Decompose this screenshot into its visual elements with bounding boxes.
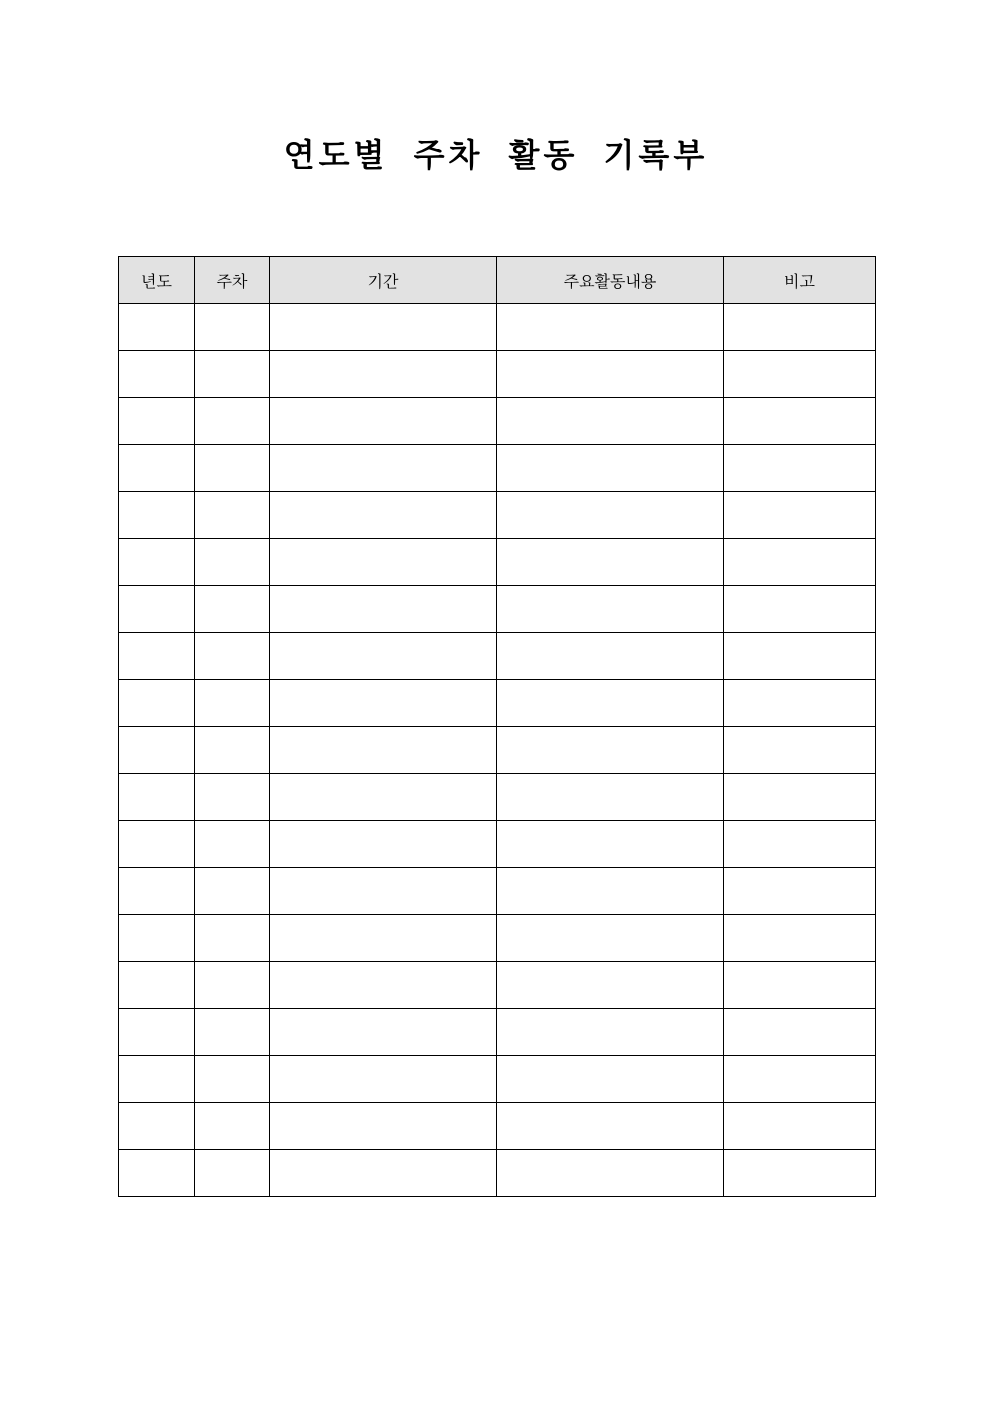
week-cell[interactable]	[195, 539, 270, 586]
main-activity-cell[interactable]	[497, 680, 724, 727]
table-row	[119, 304, 876, 351]
year-cell[interactable]	[119, 351, 195, 398]
column-header-main-activity: 주요활동내용	[497, 257, 724, 304]
table-row	[119, 445, 876, 492]
remarks-cell[interactable]	[724, 398, 876, 445]
period-cell[interactable]	[270, 492, 497, 539]
table-row	[119, 1009, 876, 1056]
table-row	[119, 351, 876, 398]
main-activity-cell[interactable]	[497, 633, 724, 680]
table-row	[119, 1056, 876, 1103]
remarks-cell[interactable]	[724, 351, 876, 398]
week-cell[interactable]	[195, 1103, 270, 1150]
period-cell[interactable]	[270, 539, 497, 586]
week-cell[interactable]	[195, 915, 270, 962]
remarks-cell[interactable]	[724, 915, 876, 962]
remarks-cell[interactable]	[724, 727, 876, 774]
week-cell[interactable]	[195, 398, 270, 445]
year-cell[interactable]	[119, 727, 195, 774]
main-activity-cell[interactable]	[497, 727, 724, 774]
period-cell[interactable]	[270, 1103, 497, 1150]
column-header-period: 기간	[270, 257, 497, 304]
remarks-cell[interactable]	[724, 1103, 876, 1150]
week-cell[interactable]	[195, 680, 270, 727]
week-cell[interactable]	[195, 1056, 270, 1103]
main-activity-cell[interactable]	[497, 539, 724, 586]
remarks-cell[interactable]	[724, 586, 876, 633]
main-activity-cell[interactable]	[497, 398, 724, 445]
table-body	[119, 304, 876, 1197]
year-cell[interactable]	[119, 633, 195, 680]
period-cell[interactable]	[270, 774, 497, 821]
period-cell[interactable]	[270, 586, 497, 633]
year-cell[interactable]	[119, 1009, 195, 1056]
remarks-cell[interactable]	[724, 1056, 876, 1103]
week-cell[interactable]	[195, 962, 270, 1009]
document-title: 연도별 주차 활동 기록부	[283, 136, 709, 174]
week-cell[interactable]	[195, 821, 270, 868]
period-cell[interactable]	[270, 351, 497, 398]
week-cell[interactable]	[195, 868, 270, 915]
main-activity-cell[interactable]	[497, 492, 724, 539]
week-cell[interactable]	[195, 351, 270, 398]
week-cell[interactable]	[195, 633, 270, 680]
table-row	[119, 727, 876, 774]
week-cell[interactable]	[195, 1009, 270, 1056]
remarks-cell[interactable]	[724, 774, 876, 821]
column-header-year: 년도	[119, 257, 195, 304]
year-cell[interactable]	[119, 539, 195, 586]
table-row	[119, 868, 876, 915]
period-cell[interactable]	[270, 1056, 497, 1103]
remarks-cell[interactable]	[724, 962, 876, 1009]
main-activity-cell[interactable]	[497, 586, 724, 633]
year-cell[interactable]	[119, 1103, 195, 1150]
week-cell[interactable]	[195, 492, 270, 539]
main-activity-cell[interactable]	[497, 915, 724, 962]
year-cell[interactable]	[119, 1056, 195, 1103]
week-cell[interactable]	[195, 304, 270, 351]
period-cell[interactable]	[270, 962, 497, 1009]
period-cell[interactable]	[270, 821, 497, 868]
year-cell[interactable]	[119, 492, 195, 539]
table-row	[119, 774, 876, 821]
week-cell[interactable]	[195, 727, 270, 774]
main-activity-cell[interactable]	[497, 821, 724, 868]
week-cell[interactable]	[195, 774, 270, 821]
table-row	[119, 962, 876, 1009]
main-activity-cell[interactable]	[497, 304, 724, 351]
main-activity-cell[interactable]	[497, 1056, 724, 1103]
table-row	[119, 633, 876, 680]
table-row	[119, 1103, 876, 1150]
table-row	[119, 586, 876, 633]
remarks-cell[interactable]	[724, 1009, 876, 1056]
main-activity-cell[interactable]	[497, 1009, 724, 1056]
period-cell[interactable]	[270, 1150, 497, 1197]
year-cell[interactable]	[119, 1150, 195, 1197]
year-cell[interactable]	[119, 962, 195, 1009]
year-cell[interactable]	[119, 868, 195, 915]
main-activity-cell[interactable]	[497, 868, 724, 915]
main-activity-cell[interactable]	[497, 1150, 724, 1197]
week-cell[interactable]	[195, 1150, 270, 1197]
column-header-remarks: 비고	[724, 257, 876, 304]
period-cell[interactable]	[270, 915, 497, 962]
year-cell[interactable]	[119, 445, 195, 492]
period-cell[interactable]	[270, 680, 497, 727]
year-cell[interactable]	[119, 304, 195, 351]
year-cell[interactable]	[119, 821, 195, 868]
year-cell[interactable]	[119, 398, 195, 445]
table-row	[119, 539, 876, 586]
main-activity-cell[interactable]	[497, 445, 724, 492]
year-cell[interactable]	[119, 774, 195, 821]
period-cell[interactable]	[270, 445, 497, 492]
remarks-cell[interactable]	[724, 492, 876, 539]
remarks-cell[interactable]	[724, 633, 876, 680]
remarks-cell[interactable]	[724, 821, 876, 868]
table-row	[119, 492, 876, 539]
remarks-cell[interactable]	[724, 680, 876, 727]
remarks-cell[interactable]	[724, 539, 876, 586]
period-cell[interactable]	[270, 398, 497, 445]
remarks-cell[interactable]	[724, 445, 876, 492]
main-activity-cell[interactable]	[497, 1103, 724, 1150]
week-cell[interactable]	[195, 586, 270, 633]
period-cell[interactable]	[270, 633, 497, 680]
column-header-week: 주차	[195, 257, 270, 304]
remarks-cell[interactable]	[724, 304, 876, 351]
table-row	[119, 398, 876, 445]
period-cell[interactable]	[270, 1009, 497, 1056]
table-row	[119, 821, 876, 868]
main-activity-cell[interactable]	[497, 351, 724, 398]
table-header-row	[119, 257, 876, 304]
period-cell[interactable]	[270, 868, 497, 915]
table-row	[119, 1150, 876, 1197]
remarks-cell[interactable]	[724, 1150, 876, 1197]
year-cell[interactable]	[119, 586, 195, 633]
table-row	[119, 680, 876, 727]
table-row	[119, 915, 876, 962]
period-cell[interactable]	[270, 727, 497, 774]
year-cell[interactable]	[119, 680, 195, 727]
week-cell[interactable]	[195, 445, 270, 492]
main-activity-cell[interactable]	[497, 774, 724, 821]
remarks-cell[interactable]	[724, 868, 876, 915]
year-cell[interactable]	[119, 915, 195, 962]
main-activity-cell[interactable]	[497, 962, 724, 1009]
period-cell[interactable]	[270, 304, 497, 351]
activity-log-table	[118, 256, 876, 1197]
